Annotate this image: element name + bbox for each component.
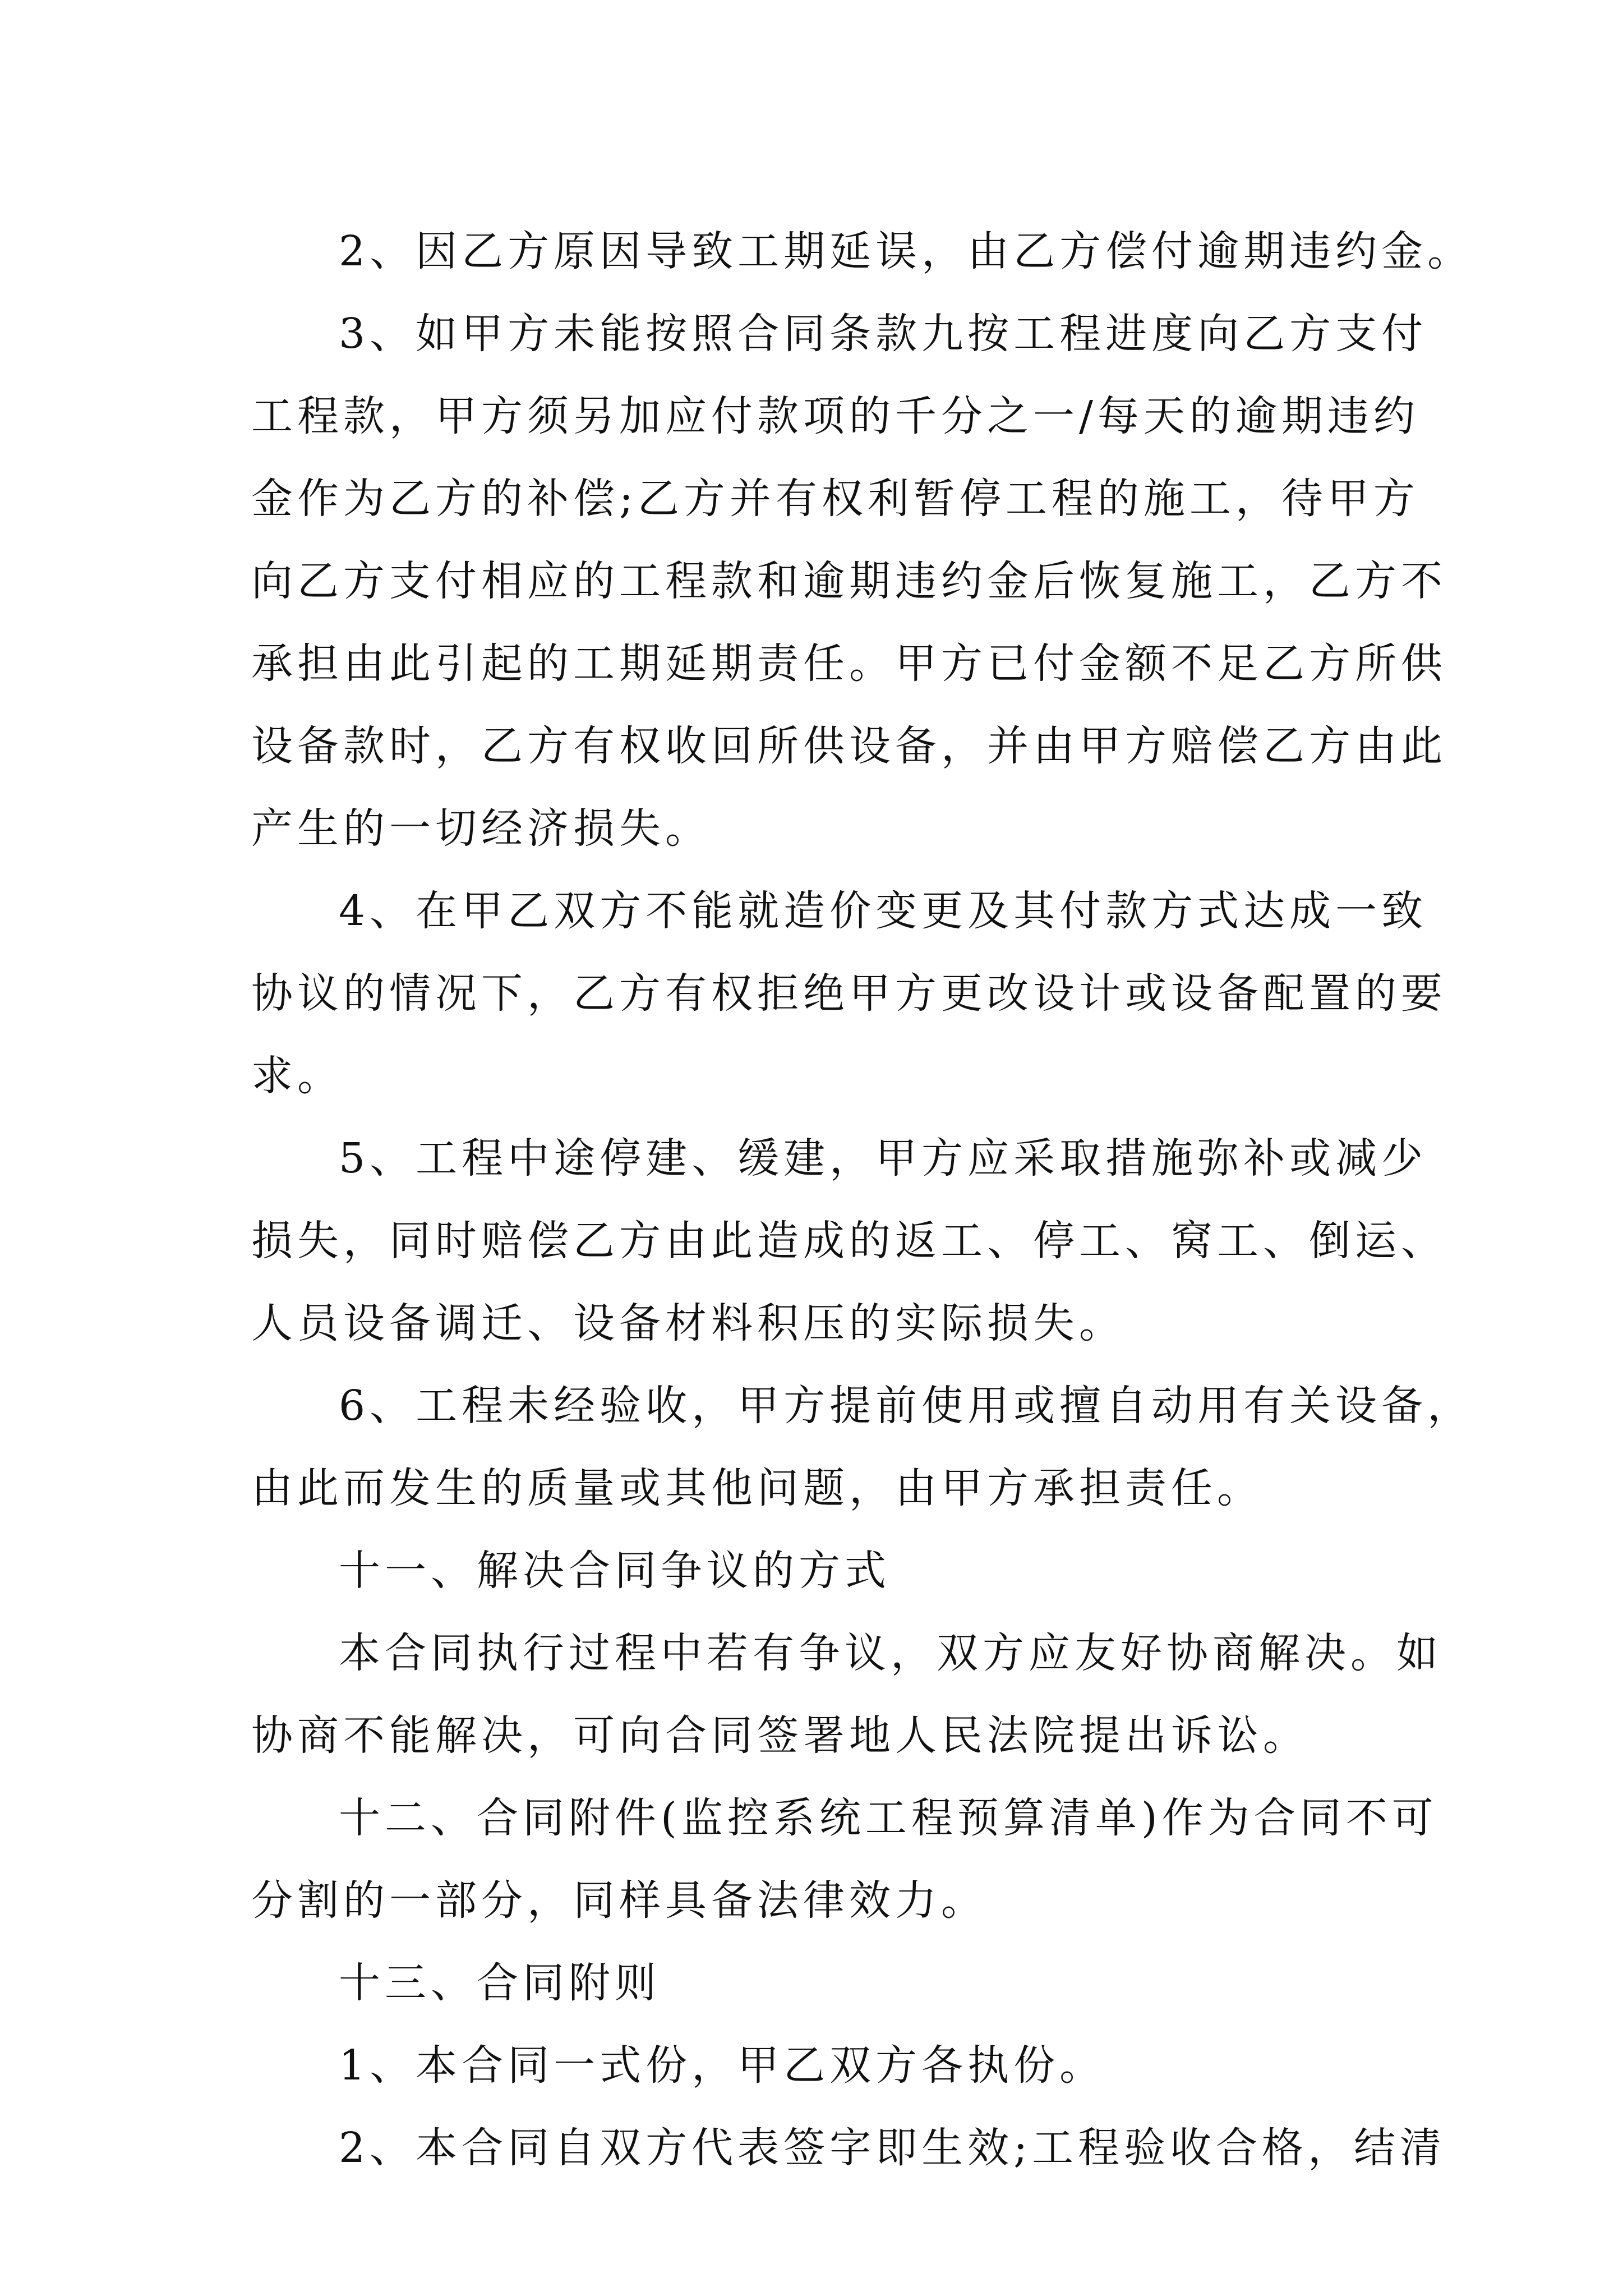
text-line: 求。 bbox=[251, 1052, 343, 1100]
text-line: 设备款时，乙方有权收回所供设备，并由甲方赔偿乙方由此 bbox=[251, 722, 1447, 770]
text-line: 十二、合同附件(监控系统工程预算清单)作为合同不可 bbox=[339, 1794, 1438, 1842]
text-line: 产生的一切经济损失。 bbox=[251, 804, 711, 853]
text-line: 本合同执行过程中若有争议，双方应友好协商解决。如 bbox=[339, 1629, 1442, 1677]
text-line: 向乙方支付相应的工程款和逾期违约金后恢复施工，乙方不 bbox=[251, 557, 1447, 605]
text-line: 金作为乙方的补偿;乙方并有权利暂停工程的施工，待甲方 bbox=[251, 475, 1419, 523]
text-line: 2、本合同自双方代表签字即生效;工程验收合格，结清 bbox=[339, 2124, 1446, 2172]
text-line: 十一、解决合同争议的方式 bbox=[339, 1547, 891, 1595]
text-line: 人员设备调迁、设备材料积压的实际损失。 bbox=[251, 1299, 1125, 1347]
text-line: 协商不能解决，可向合同签署地人民法院提出诉讼。 bbox=[251, 1711, 1309, 1760]
text-line: 由此而发生的质量或其他问题，由甲方承担责任。 bbox=[251, 1464, 1263, 1512]
text-line: 4、在甲乙双方不能就造价变更及其付款方式达成一致 bbox=[339, 887, 1428, 935]
text-line: 分割的一部分，同样具备法律效力。 bbox=[251, 1876, 987, 1925]
text-line: 6、工程未经验收，甲方提前使用或擅自动用有关设备， bbox=[339, 1382, 1474, 1430]
text-line: 1、本合同一式份，甲乙双方各执份。 bbox=[339, 2041, 1106, 2090]
text-line: 3、如甲方未能按照合同条款九按工程进度向乙方支付 bbox=[339, 310, 1428, 358]
text-line: 5、工程中途停建、缓建，甲方应采取措施弥补或减少 bbox=[339, 1134, 1428, 1182]
text-line: 损失，同时赔偿乙方由此造成的返工、停工、窝工、倒运、 bbox=[251, 1217, 1447, 1265]
document-body bbox=[251, 210, 1474, 2189]
text-line: 协议的情况下，乙方有权拒绝甲方更改设计或设备配置的要 bbox=[251, 969, 1447, 1018]
text-line: 2、因乙方原因导致工期延误，由乙方偿付逾期违约金。 bbox=[339, 227, 1474, 275]
text-line: 工程款，甲方须另加应付款项的千分之一/每天的逾期违约 bbox=[251, 392, 1419, 440]
text-line: 十三、合同附则 bbox=[339, 1959, 661, 2007]
text-line: 承担由此引起的工期延期责任。甲方已付金额不足乙方所供 bbox=[251, 639, 1447, 688]
